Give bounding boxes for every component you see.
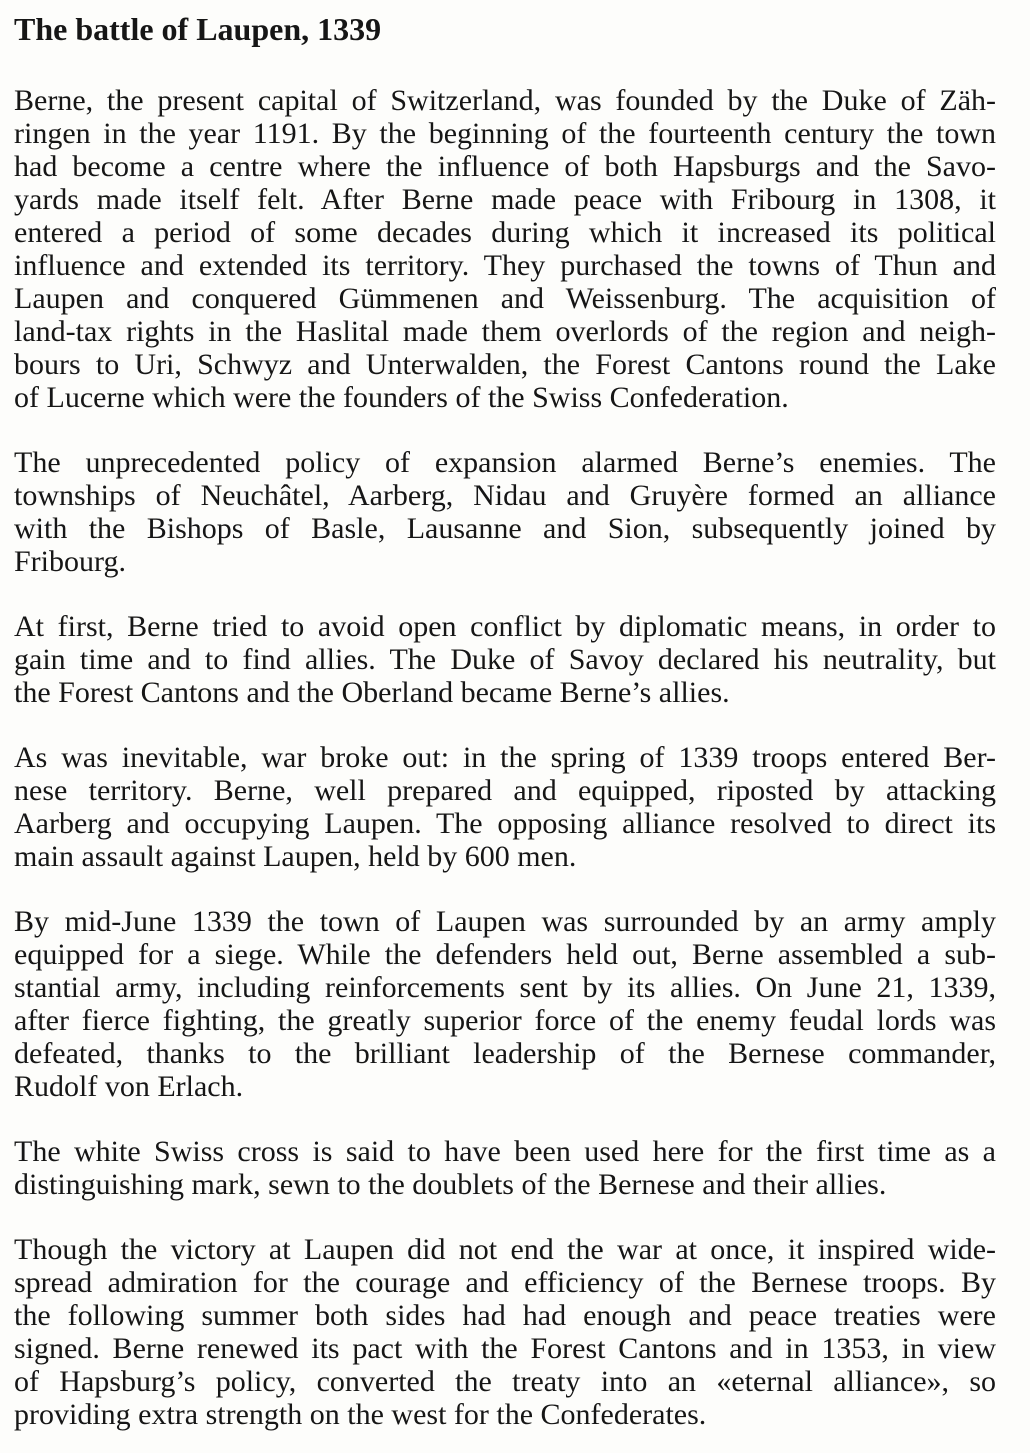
text-line: after fierce fighting, the greatly superior force of the enemy feudal lords was bbox=[14, 1004, 996, 1037]
text-line: nese territory. Berne, well prepared and equipped, riposted by attacking bbox=[14, 774, 996, 807]
article-title: The battle of Laupen, 1339 bbox=[14, 11, 382, 47]
text-line: the Forest Cantons and the Oberland became Berne’s allies. bbox=[14, 676, 730, 709]
text-line: distinguishing mark, sewn to the doublets of the Bernese and their allies. bbox=[14, 1168, 887, 1201]
text-line: of Lucerne which were the founders of the Swiss Confederation. bbox=[14, 381, 789, 414]
text-line: the following summer both sides had had enough and peace treaties were bbox=[14, 1299, 996, 1332]
text-line: stantial army, including reinforcements sent by its allies. On June 21, 1339, bbox=[14, 971, 996, 1004]
paragraph bbox=[14, 905, 996, 1103]
text-line: yards made itself felt. After Berne made peace with Fribourg in 1308, it bbox=[14, 183, 996, 216]
paragraph bbox=[14, 1135, 996, 1201]
text-line: with the Bishops of Basle, Lausanne and Sion, subsequently joined by bbox=[14, 512, 996, 545]
text-line: influence and extended its territory. They purchased the towns of Thun and bbox=[14, 249, 996, 282]
paragraph bbox=[14, 1233, 996, 1431]
text-line: Aarberg and occupying Laupen. The opposing alliance resolved to direct its bbox=[14, 807, 996, 840]
text-line: By mid-June 1339 the town of Laupen was surrounded by an army amply bbox=[14, 905, 996, 938]
paragraph bbox=[14, 84, 996, 414]
text-line: Though the victory at Laupen did not end the war at once, it inspired wide- bbox=[14, 1233, 996, 1266]
text-line: As was inevitable, war broke out: in the spring of 1339 troops entered Ber- bbox=[14, 741, 996, 774]
text-line: Laupen and conquered Gümmenen and Weissenburg. The acquisition of bbox=[14, 282, 996, 315]
text-line: bours to Uri, Schwyz and Unterwalden, the Forest Cantons round the Lake bbox=[14, 348, 996, 381]
paragraph bbox=[14, 446, 996, 578]
text-line: The unprecedented policy of expansion alarmed Berne’s enemies. The bbox=[14, 446, 996, 479]
article-body bbox=[14, 84, 996, 1431]
text-line: Rudolf von Erlach. bbox=[14, 1070, 244, 1103]
text-line: Berne, the present capital of Switzerland, was founded by the Duke of Zäh- bbox=[14, 84, 996, 117]
text-line: entered a period of some decades during which it increased its political bbox=[14, 216, 996, 249]
text-line: main assault against Laupen, held by 600 men. bbox=[14, 840, 577, 873]
text-line: ringen in the year 1191. By the beginning of the fourteenth century the town bbox=[14, 117, 996, 150]
text-line: gain time and to find allies. The Duke of Savoy declared his neutrality, but bbox=[14, 643, 996, 676]
text-line: defeated, thanks to the brilliant leadership of the Bernese commander, bbox=[14, 1037, 996, 1070]
text-line: The white Swiss cross is said to have been used here for the first time as a bbox=[14, 1135, 996, 1168]
text-line: signed. Berne renewed its pact with the Forest Cantons and in 1353, in view bbox=[14, 1332, 996, 1365]
text-line: had become a centre where the influence of both Hapsburgs and the Savo- bbox=[14, 150, 996, 183]
paragraph bbox=[14, 610, 996, 709]
text-line: At first, Berne tried to avoid open conflict by diplomatic means, in order to bbox=[14, 610, 996, 643]
text-line: townships of Neuchâtel, Aarberg, Nidau and Gruyère formed an alliance bbox=[14, 479, 996, 512]
text-line: Fribourg. bbox=[14, 545, 126, 578]
text-line: land-tax rights in the Haslital made them overlords of the region and neigh- bbox=[14, 315, 996, 348]
text-line: of Hapsburg’s policy, converted the treaty into an «eternal alliance», so bbox=[14, 1365, 996, 1398]
text-line: providing extra strength on the west for the Confederates. bbox=[14, 1398, 707, 1431]
text-line: equipped for a siege. While the defenders held out, Berne assembled a sub- bbox=[14, 938, 996, 971]
text-line: spread admiration for the courage and efficiency of the Bernese troops. By bbox=[14, 1266, 996, 1299]
paragraph bbox=[14, 741, 996, 873]
